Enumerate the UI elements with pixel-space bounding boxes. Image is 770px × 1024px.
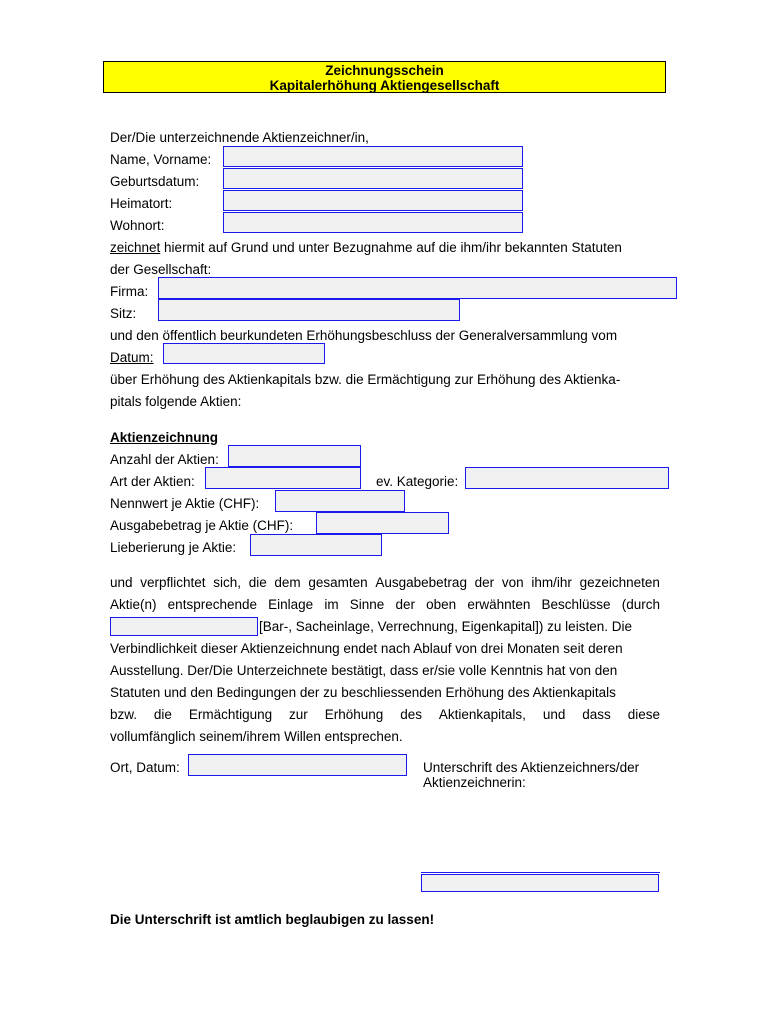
- signature-line: [421, 872, 660, 873]
- form-subtitle: Kapitalerhöhung Aktiengesellschaft: [269, 78, 500, 93]
- form-title-box: [103, 61, 666, 93]
- issue-price-field[interactable]: [316, 512, 449, 534]
- nominal-value-label: Nennwert je Aktie (CHF):: [110, 496, 260, 511]
- statement-verb: zeichnet: [110, 240, 161, 255]
- birthdate-label: Geburtsdatum:: [110, 174, 200, 189]
- issue-price-label: Ausgabebetrag je Aktie (CHF):: [110, 518, 294, 533]
- form-title: Zeichnungsschein: [325, 63, 444, 78]
- delivery-field[interactable]: [250, 534, 382, 556]
- payment-method-field[interactable]: [110, 617, 258, 636]
- share-count-label: Anzahl der Aktien:: [110, 452, 219, 467]
- name-field[interactable]: [223, 146, 523, 167]
- place-date-field[interactable]: [188, 754, 407, 776]
- place-date-label: Ort, Datum:: [110, 760, 180, 775]
- share-type-label: Art der Aktien:: [110, 474, 195, 489]
- signature-label-line-2: Aktienzeichnerin:: [423, 775, 526, 790]
- obligation-line-5: Ausstellung. Der/Die Unterzeichnete bestätigt, dass er/sie volle Kenntnis hat von den: [110, 663, 618, 678]
- obligation-line-3: [Bar-, Sacheinlage, Verrechnung, Eigenkapital]) zu leisten. Die: [259, 619, 632, 634]
- obligation-line-1: und verpflichtet sich, die dem gesamten Ausgabebetrag der von ihm/ihr gezeichneten: [110, 575, 660, 590]
- company-label: Firma:: [110, 284, 149, 299]
- date-label: Datum:: [110, 350, 154, 365]
- obligation-line-6: Statuten und den Bedingungen der zu beschliessenden Erhöhung des Aktienkapitals: [110, 685, 616, 700]
- birthdate-field[interactable]: [223, 168, 523, 189]
- shares-heading: Aktienzeichnung: [110, 430, 219, 445]
- share-count-field[interactable]: [228, 445, 361, 467]
- obligation-line-8: vollumfänglich seinem/ihrem Willen entsprechen.: [110, 729, 403, 744]
- name-label: Name, Vorname:: [110, 152, 212, 167]
- origin-label: Heimatort:: [110, 196, 173, 211]
- statement-line-1: [110, 240, 622, 256]
- statement-line-1-rest: hiermit auf Grund und unter Bezugnahme auf die ihm/ihr bekannten Statuten: [160, 240, 622, 255]
- seat-label: Sitz:: [110, 306, 137, 321]
- resolution-date-field[interactable]: [163, 343, 325, 364]
- obligation-line-4: Verbindlichkeit dieser Aktienzeichnung endet nach Ablauf von drei Monaten seit deren: [110, 641, 623, 656]
- resolution-text: und den öffentlich beurkundeten Erhöhungsbeschluss der Generalversammlung vom: [110, 328, 618, 343]
- increase-line-1: über Erhöhung des Aktienkapitals bzw. die Ermächtigung zur Erhöhung des Aktienka-: [110, 372, 621, 387]
- obligation-line-2: Aktie(n) entsprechende Einlage im Sinne der oben erwähnten Beschlüsse (durch: [110, 597, 660, 612]
- company-field[interactable]: [158, 277, 677, 299]
- category-field[interactable]: [465, 467, 669, 489]
- category-label: ev. Kategorie:: [376, 474, 459, 489]
- delivery-label: Lieberierung je Aktie:: [110, 540, 237, 555]
- notarization-note: Die Unterschrift ist amtlich beglaubigen zu lassen!: [110, 912, 435, 927]
- statement-line-2: der Gesellschaft:: [110, 262, 212, 277]
- intro-text: Der/Die unterzeichnende Aktienzeichner/in,: [110, 130, 369, 145]
- share-type-field[interactable]: [205, 467, 361, 489]
- nominal-value-field[interactable]: [275, 490, 405, 512]
- obligation-line-7: bzw. die Ermächtigung zur Erhöhung des Aktienkapitals, und dass diese: [110, 707, 660, 722]
- residence-field[interactable]: [223, 212, 523, 233]
- signature-label-line-1: Unterschrift des Aktienzeichners/der: [423, 760, 640, 775]
- origin-field[interactable]: [223, 190, 523, 211]
- increase-line-2: pitals folgende Aktien:: [110, 394, 242, 409]
- seat-field[interactable]: [158, 299, 460, 321]
- residence-label: Wohnort:: [110, 218, 165, 233]
- signature-field[interactable]: [421, 874, 659, 892]
